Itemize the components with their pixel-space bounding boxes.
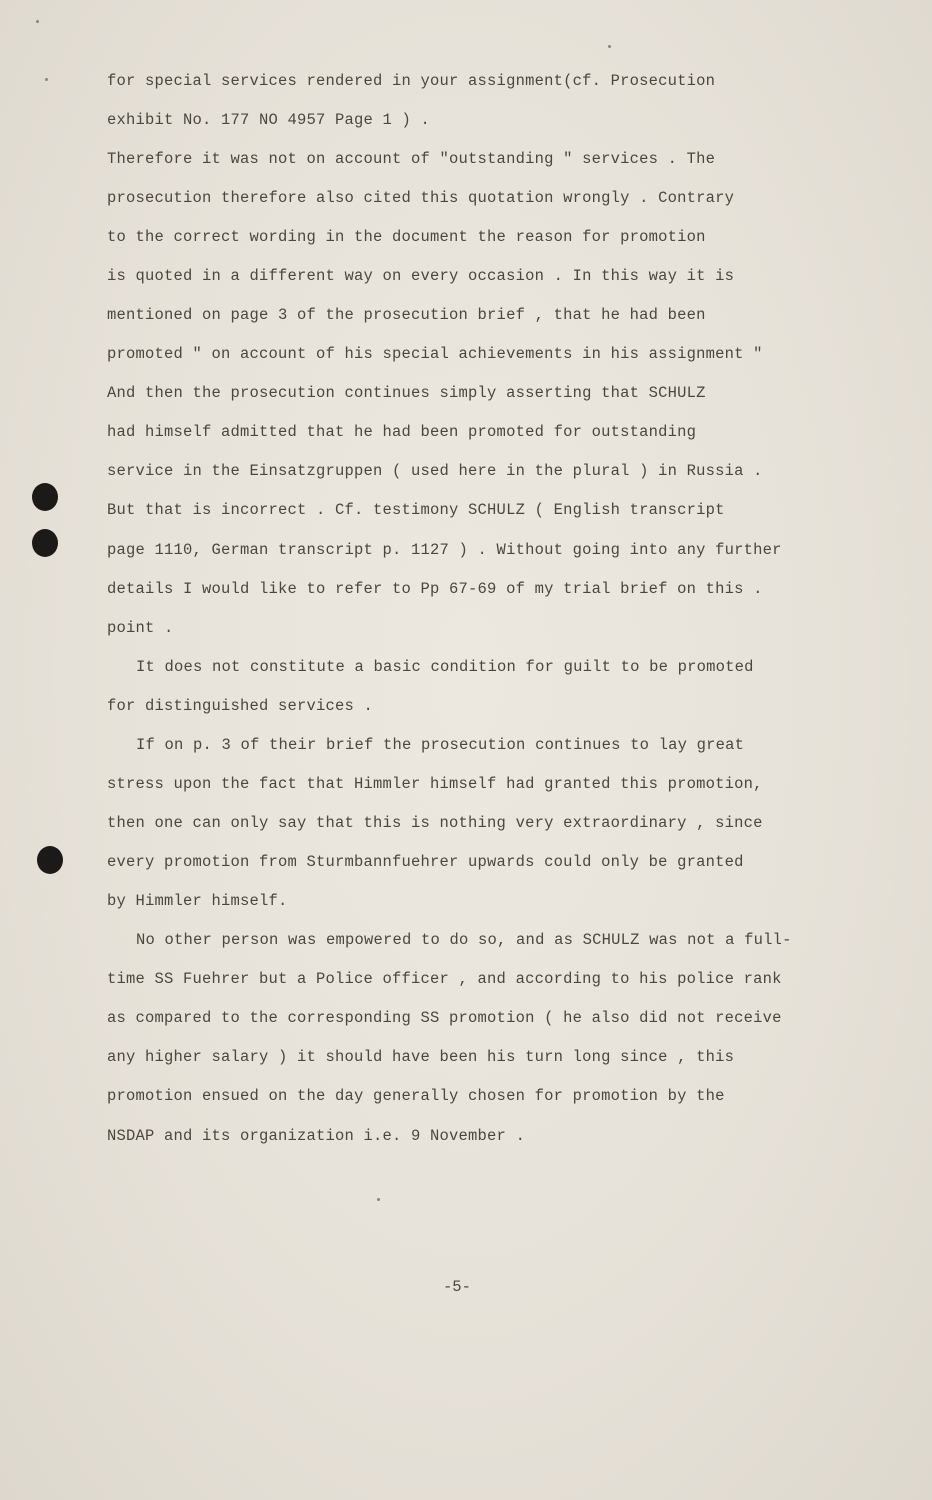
- paper-speck: [377, 1198, 380, 1201]
- text-line: point .: [107, 619, 174, 637]
- paper-speck: [36, 20, 39, 23]
- text-line: for special services rendered in your assignment(cf. Prosecution: [107, 72, 716, 90]
- text-line: But that is incorrect . Cf. testimony SCHULZ ( English transcript: [107, 501, 725, 519]
- punch-hole-top: [32, 483, 58, 511]
- text-line: prosecution therefore also cited this quotation wrongly . Contrary: [107, 189, 735, 207]
- page-number: -5-: [443, 1278, 471, 1296]
- text-line: as compared to the corresponding SS promotion ( he also did not receive: [107, 1009, 782, 1027]
- text-line: for distinguished services .: [107, 697, 374, 715]
- punch-hole-bottom: [37, 846, 63, 874]
- text-line: by Himmler himself.: [107, 892, 288, 910]
- paper-speck: [608, 45, 611, 48]
- text-line: NSDAP and its organization i.e. 9 November .: [107, 1127, 526, 1145]
- text-line: then one can only say that this is nothing very extraordinary , since: [107, 814, 763, 832]
- text-line: any higher salary ) it should have been his turn long since , this: [107, 1048, 735, 1066]
- text-line: promotion ensued on the day generally chosen for promotion by the: [107, 1087, 725, 1105]
- text-line: Therefore it was not on account of "outstanding " services . The: [107, 150, 716, 168]
- text-line: time SS Fuehrer but a Police officer , and according to his police rank: [107, 970, 782, 988]
- paper-speck: [45, 78, 48, 81]
- text-line: service in the Einsatzgruppen ( used here in the plural ) in Russia .: [107, 462, 763, 480]
- punch-hole-middle: [32, 529, 58, 557]
- text-line: had himself admitted that he had been promoted for outstanding: [107, 423, 697, 441]
- text-line: details I would like to refer to Pp 67-69 of my trial brief on this .: [107, 580, 763, 598]
- text-line: is quoted in a different way on every occasion . In this way it is: [107, 267, 735, 285]
- paragraph-first-line: If on p. 3 of their brief the prosecution continues to lay great: [136, 736, 745, 754]
- text-line: every promotion from Sturmbannfuehrer upwards could only be granted: [107, 853, 744, 871]
- text-line: to the correct wording in the document the reason for promotion: [107, 228, 706, 246]
- text-line: And then the prosecution continues simply asserting that SCHULZ: [107, 384, 706, 402]
- text-line: stress upon the fact that Himmler himself had granted this promotion,: [107, 775, 763, 793]
- paragraph-first-line: No other person was empowered to do so, and as SCHULZ was not a full-: [136, 931, 792, 949]
- text-line: mentioned on page 3 of the prosecution brief , that he had been: [107, 306, 706, 324]
- text-line: promoted " on account of his special achievements in his assignment ": [107, 345, 763, 363]
- text-line: exhibit No. 177 NO 4957 Page 1 ) .: [107, 111, 431, 129]
- text-line: page 1110, German transcript p. 1127 ) . Without going into any further: [107, 541, 782, 559]
- paragraph-first-line: It does not constitute a basic condition for guilt to be promoted: [136, 658, 754, 676]
